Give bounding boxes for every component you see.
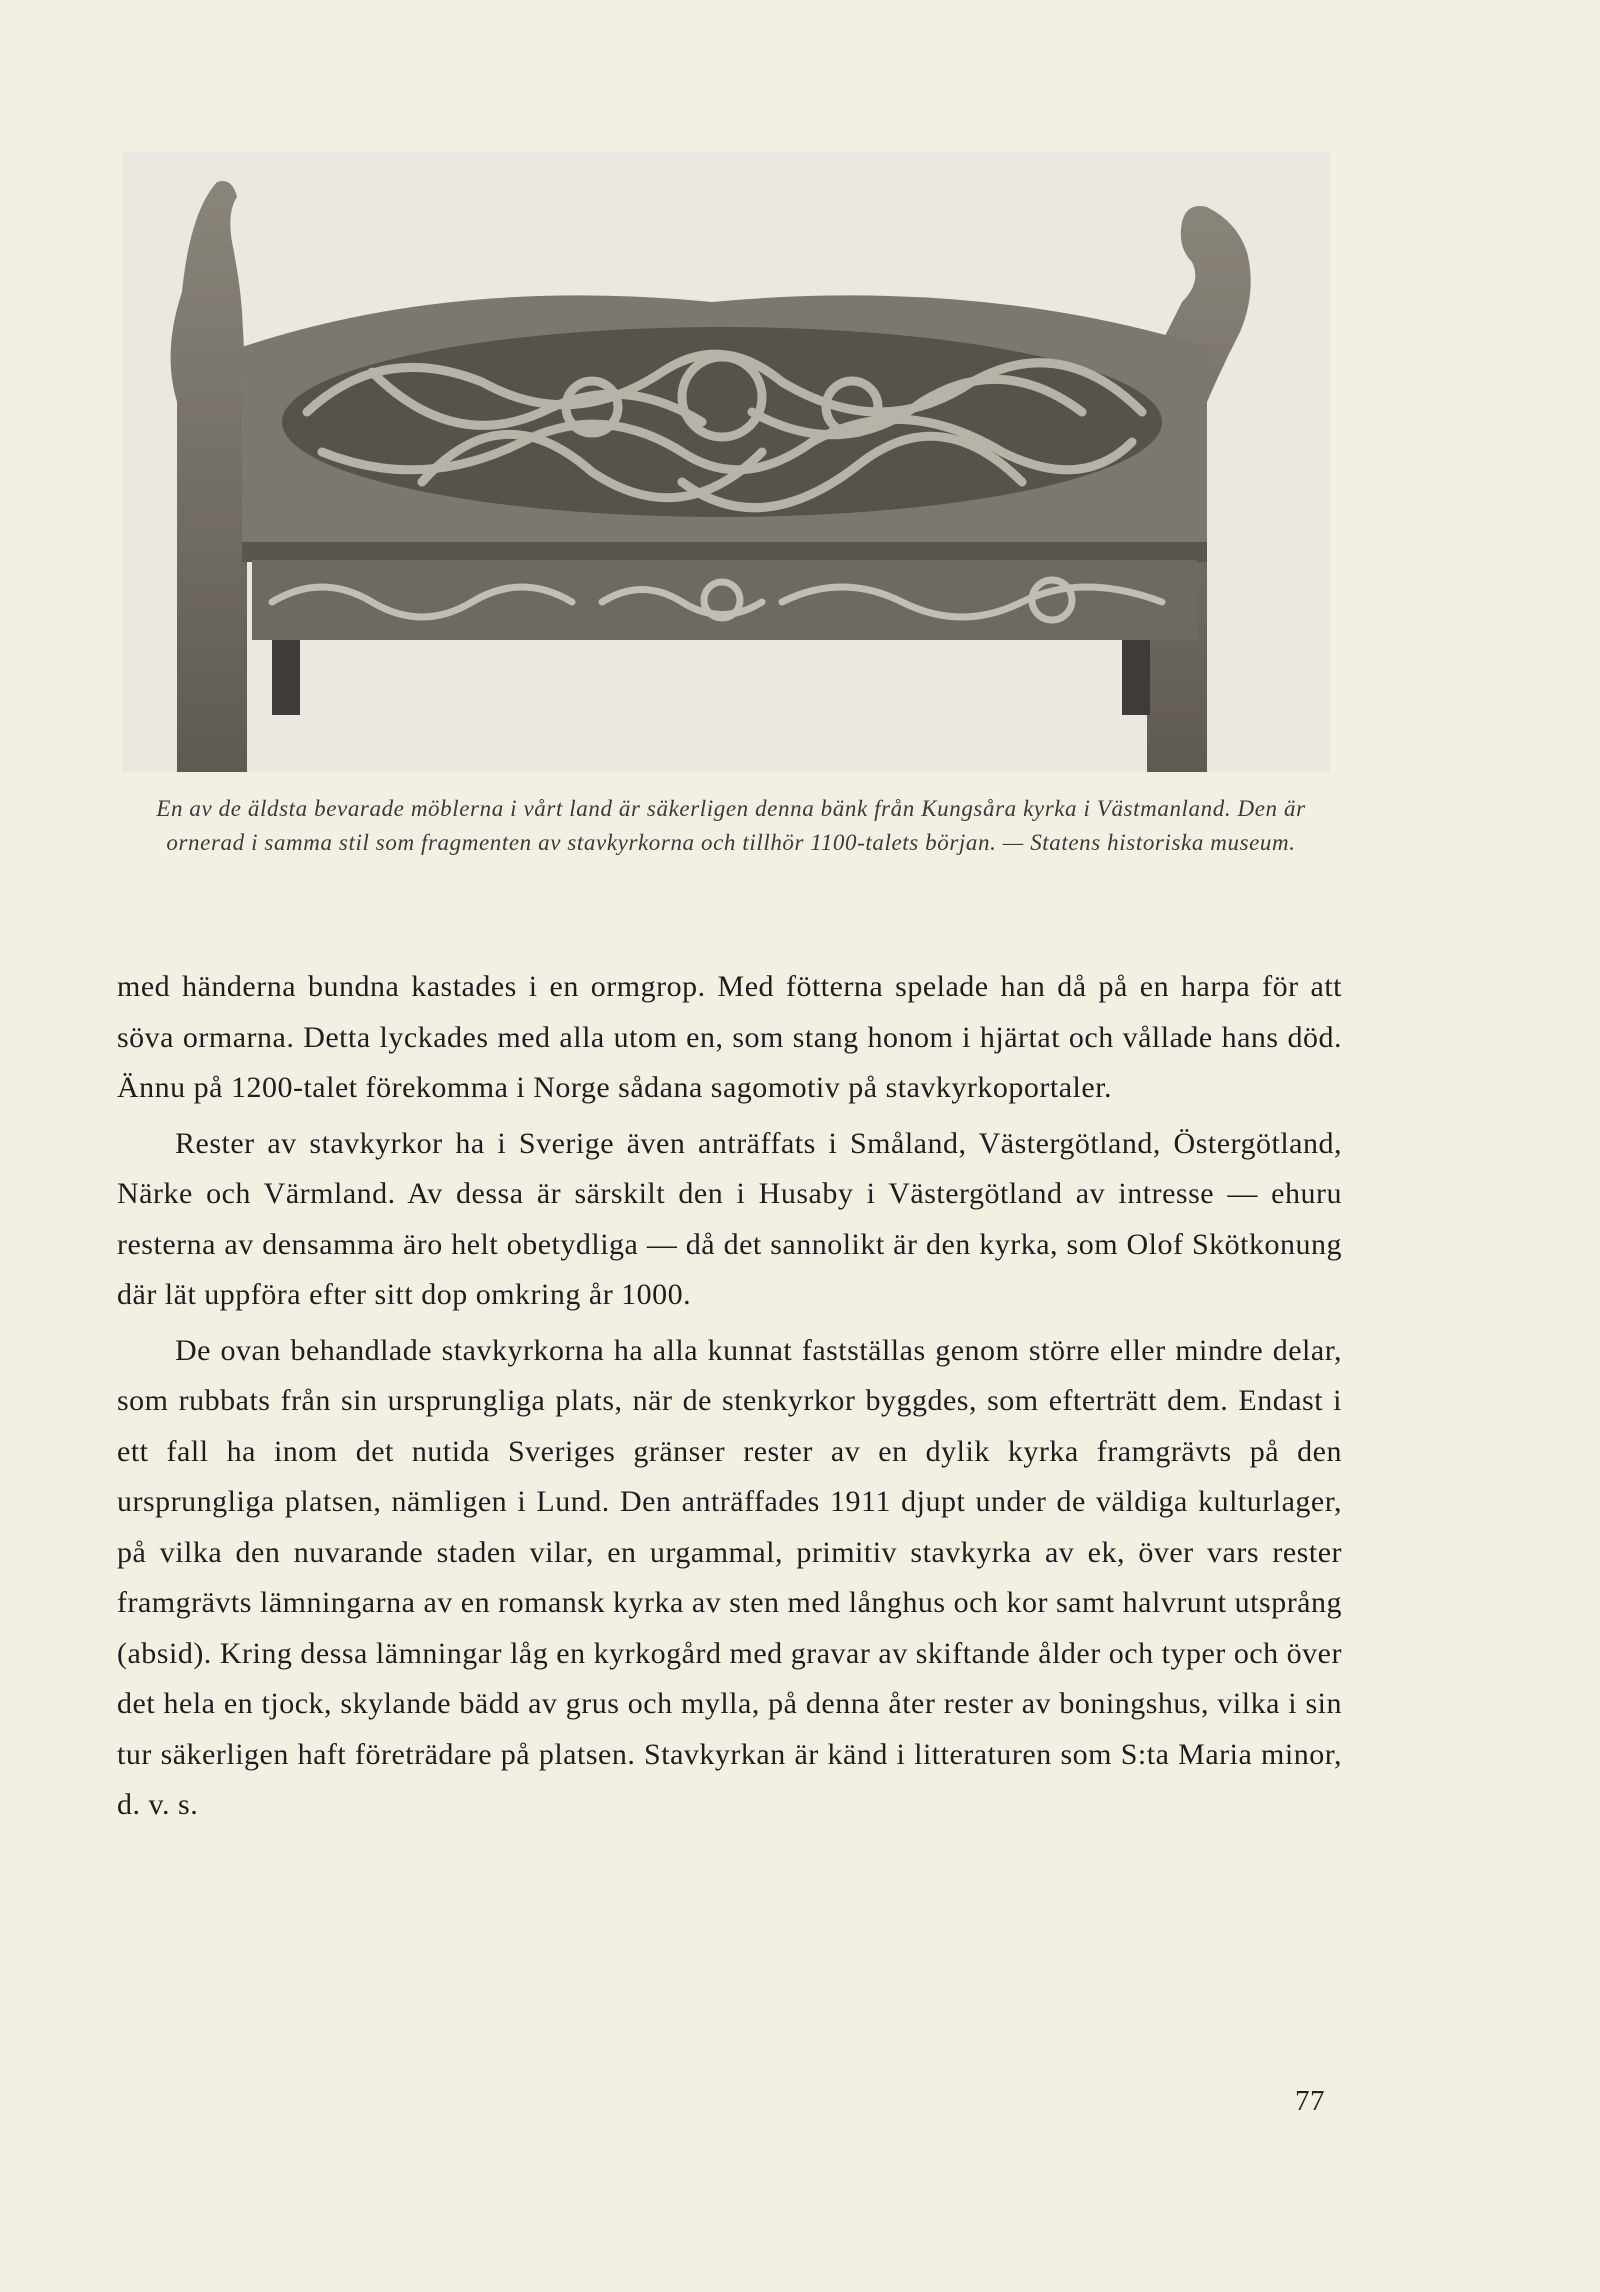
paragraph: Rester av stavkyrkor ha i Sverige även anträffats i Småland, Västergötland, Östergötland, Närke och Värmland. Av dessa är särskilt den i Husaby i Västergötland av intresse — ehuru resterna av densamma äro helt obetydliga — då det sannolikt är den kyrka, som Olof Skötkonung där lät uppföra efter sitt dop omkring år 1000. — [117, 1126, 1342, 1311]
figure-caption: En av de äldsta bevarade möblerna i vårt land är säkerligen denna bänk från Kungsåra kyrka i Västmanland. Den är ornerad i samma stil som fragmenten av stavkyrkorna och tillhör 1100-talets början. — Statens historiska museum. — [156, 796, 1306, 855]
page-number: 77 — [1295, 2085, 1325, 2117]
body-text — [117, 962, 1342, 1831]
carved-bench-image — [122, 152, 1330, 772]
paragraph: med händerna bundna kastades i en ormgrop. Med fötterna spelade han då på en harpa för att söva ormarna. Detta lyckades med alla utom en, som stang honom i hjärtat och vållade hans död. Ännu på 1200-talet förekomma i Norge sådana sagomotiv på stavkyrkoportaler. — [117, 970, 1342, 1104]
bench-photograph — [122, 152, 1330, 772]
paragraph: De ovan behandlade stavkyrkorna ha alla kunnat fastställas genom större eller mindre delar, som rubbats från sin ursprungliga plats, när de stenkyrkor byggdes, som efterträtt dem. Endast i ett fall ha inom det nutida Sveriges gränser rester av en dylik kyrka framgrävts på den ursprungliga platsen, nämligen i Lund. Den anträffades 1911 djupt under de väldiga kulturlager, på vilka den nuvarande staden vilar, en urgammal, primitiv stavkyrka av ek, över vars rester framgrävts lämningarna av en romansk kyrka av sten med långhus och kor samt halvrunt utsprång (absid). Kring dessa lämningar låg en kyrkogård med gravar av skiftande ålder och typer och över det hela en tjock, skylande bädd av grus och mylla, på denna åter rester av boningshus, vilka i sin tur säkerligen haft företrädare på platsen. Stavkyrkan är känd i litteraturen som S:ta Maria minor, d. v. s. — [117, 1333, 1342, 1821]
